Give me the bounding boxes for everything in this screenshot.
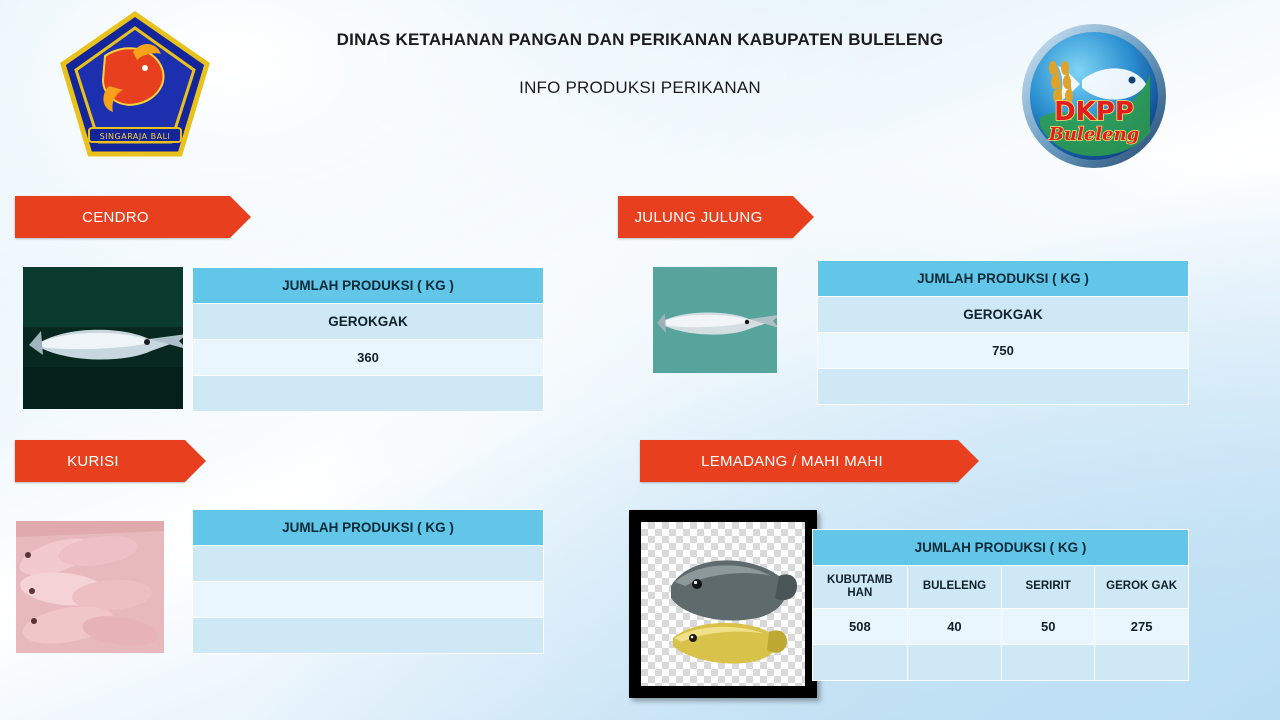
- table-row: [193, 546, 544, 582]
- banner-label: JULUNG JULUNG: [634, 208, 763, 226]
- table-value-cell: 40: [907, 609, 1002, 645]
- section-banner-julung-julung[interactable]: [618, 196, 793, 238]
- table-column-label: [193, 546, 544, 582]
- table-empty-cell: [193, 376, 544, 412]
- section-banner-cendro[interactable]: [15, 196, 230, 238]
- table-value-cell: 508: [813, 609, 908, 645]
- table-value-cell: 360: [193, 340, 544, 376]
- cendro-fish-photo: [23, 267, 183, 409]
- table-row: [813, 566, 1189, 609]
- table-row: [818, 369, 1189, 405]
- table-column-label: BULELENG: [907, 566, 1002, 609]
- table-header-cell: JUMLAH PRODUKSI ( KG ): [818, 261, 1189, 297]
- table-row: [818, 261, 1189, 297]
- banner-label: KURISI: [67, 452, 119, 470]
- table-value-cell: 275: [1095, 609, 1189, 645]
- table-empty-cell: [813, 645, 908, 681]
- table-lemadang: [812, 529, 1189, 681]
- table-kurisi: [192, 509, 544, 654]
- table-empty-cell: [1002, 645, 1095, 681]
- buleleng-emblem-icon: [55, 8, 215, 168]
- table-row: [813, 609, 1189, 645]
- section-banner-kurisi[interactable]: [15, 440, 185, 482]
- table-row: [813, 645, 1189, 681]
- table-empty-cell: [907, 645, 1002, 681]
- dkpp-logo-icon: [1020, 22, 1168, 170]
- table-column-label: GEROK GAK: [1095, 566, 1189, 609]
- table-header-cell: JUMLAH PRODUKSI ( KG ): [813, 530, 1189, 566]
- table-column-label: GEROKGAK: [818, 297, 1189, 333]
- table-row: [818, 333, 1189, 369]
- lemadang-mahi-mahi-photo: [629, 510, 817, 698]
- table-empty-cell: [1095, 645, 1189, 681]
- table-row: [818, 297, 1189, 333]
- table-row: [193, 510, 544, 546]
- julung-julung-fish-photo: [653, 267, 777, 373]
- kurisi-fish-photo: [16, 521, 164, 653]
- table-cendro: [192, 267, 544, 412]
- svg-text:SINGARAJA BALI: SINGARAJA BALI: [99, 132, 171, 141]
- table-header-cell: JUMLAH PRODUKSI ( KG ): [193, 510, 544, 546]
- table-row: [193, 268, 544, 304]
- table-row: [813, 530, 1189, 566]
- table-column-label: GEROKGAK: [193, 304, 544, 340]
- banner-label: CENDRO: [82, 208, 149, 226]
- table-column-label: SERIRIT: [1002, 566, 1095, 609]
- svg-text:Buleleng: Buleleng: [1048, 124, 1140, 145]
- banner-label: LEMADANG / MAHI MAHI: [701, 452, 883, 470]
- section-banner-lemadang[interactable]: [640, 440, 958, 482]
- table-value-cell: [193, 582, 544, 618]
- table-row: [193, 376, 544, 412]
- table-julung-julung: [817, 260, 1189, 405]
- table-value-cell: 50: [1002, 609, 1095, 645]
- table-empty-cell: [818, 369, 1189, 405]
- table-column-label: KUBUTAMB HAN: [813, 566, 908, 609]
- page-subtitle: INFO PRODUKSI PERIKANAN: [519, 78, 761, 97]
- table-row: [193, 582, 544, 618]
- table-value-cell: 750: [818, 333, 1189, 369]
- table-header-cell: JUMLAH PRODUKSI ( KG ): [193, 268, 544, 304]
- table-row: [193, 340, 544, 376]
- svg-text:DKPP: DKPP: [1054, 97, 1134, 127]
- table-row: [193, 304, 544, 340]
- table-row: [193, 618, 544, 654]
- page-title: DINAS KETAHANAN PANGAN DAN PERIKANAN KABUPATEN BULELENG: [336, 30, 944, 49]
- table-empty-cell: [193, 618, 544, 654]
